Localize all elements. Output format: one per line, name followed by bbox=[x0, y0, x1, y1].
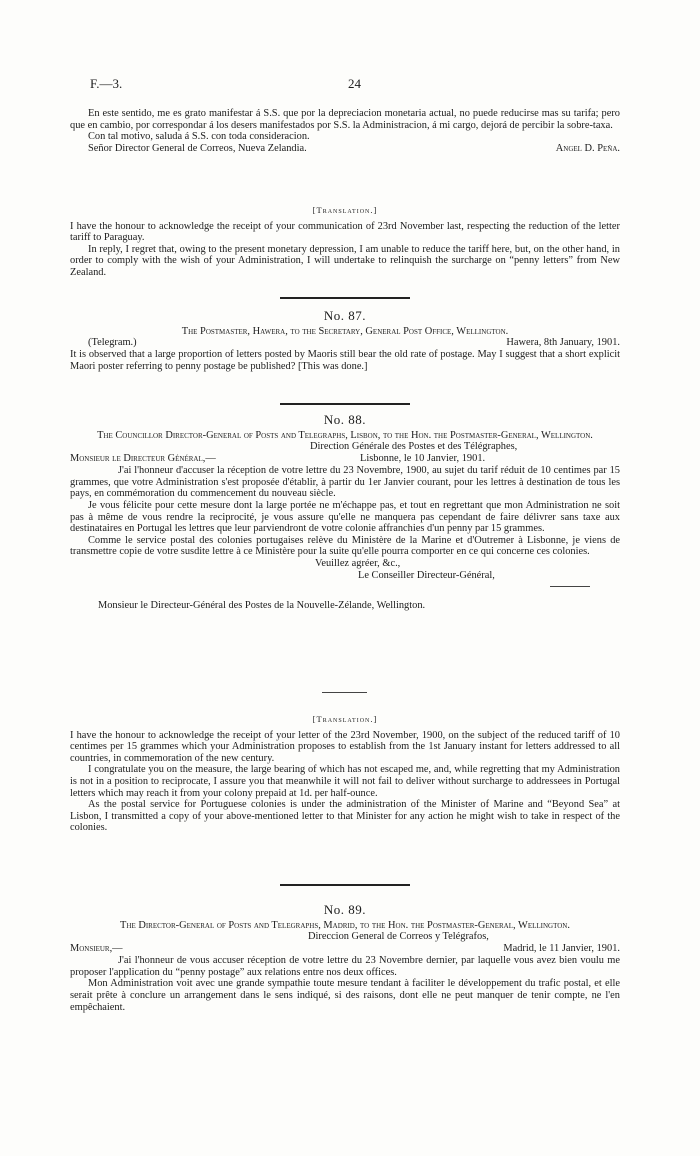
translation-2-para-1: I have the honour to acknowledge the receipt of your letter of the 23rd November, 1900, on the subject of the reduced tariff of 10 centimes per 15 grammes which your Administration proposes to establish from the 1st January instant for letters addressed to all countries, in commemoration of the new century. bbox=[70, 729, 620, 764]
divider bbox=[322, 692, 367, 693]
place-date: Madrid, le 11 Janvier, 1901. bbox=[503, 943, 620, 955]
translation-label: [Translation.] bbox=[312, 714, 378, 724]
translation-2 bbox=[70, 714, 620, 834]
section-rule bbox=[280, 297, 410, 299]
place-date: Lisbonne, le 10 Janvier, 1901. bbox=[360, 453, 486, 465]
translation-2-para-2: I congratulate you on the measure, the large bearing of which has not escaped me, and, while regretting that my Administration is not in a position to reciprocate, I assure you that meanwhile it will not fail to deliver without surcharge to addressees in Portugal letters which may reach it from your colony prepaid at 1d. per half-ounce. bbox=[70, 764, 620, 799]
spanish-addressee: Señor Director General de Correos, Nueva Zelandia. bbox=[88, 142, 307, 154]
translation-1 bbox=[70, 205, 620, 279]
french-para-3: Comme le service postal des colonies portugaises relève du Ministère de la Marine et d'Outremer à Lisbonne, je viens de transmettre copie de votre susdite lettre à ce Ministère pour la suite qu'elle pourra comporter en ce qui concerne ces colonies. bbox=[70, 534, 620, 558]
madrid-para-2: Mon Administration voit avec une grande sympathie toute mesure tendant à faciliter le développement du trafic postal, et elle serait prête à conclure un arrangement dans le sens indiqué, si des raisons, dont elle ne peut manquer de tenir compte, ne l'en empêchaient. bbox=[70, 978, 620, 1013]
madrid-para-1: J'ai l'honneur de vous accuser réception de votre lettre du 23 Novembre dernier, par laquelle vous avez bien voulu me proposer l'application du “penny postage” aux relations entre nos deux offices. bbox=[70, 955, 620, 978]
signature-line bbox=[550, 586, 590, 587]
french-para-1: J'ai l'honneur d'accuser la réception de votre lettre du 23 Novembre, 1900, au sujet du tarif réduit de 10 centimes par 15 grammes, que votre Administration s'est proposée d'établir, à partir du 1er Janvier courant, pour les lettres à destination de tous les pays, en commémoration du commencement du nouveau siècle. bbox=[70, 465, 620, 500]
translation-1-para-2: In reply, I regret that, owing to the present monetary depression, I am unable to reduce the tariff here, but, on the other hand, in order to comply with the wish of your Administration, I will undertake to relinquish the surcharge on “penny letters” from New Zealand. bbox=[70, 243, 620, 278]
translation-label: [Translation.] bbox=[312, 205, 378, 215]
spanish-para-2: Con tal motivo, saluda á S.S. con toda consideracion. bbox=[88, 131, 310, 143]
spanish-signature: Angel D. Peña. bbox=[555, 142, 620, 154]
office-name: Direccion General de Correos y Telégrafos, bbox=[308, 931, 489, 943]
section-no-87 bbox=[70, 310, 620, 372]
section-rule bbox=[280, 884, 410, 886]
section-heading: The Postmaster, Hawera, to the Secretary, General Post Office, Wellington. bbox=[181, 325, 509, 337]
spanish-para-1: En este sentido, me es grato manifestar á S.S. que por la depreciacion monetaria actual, no puede reducirse mas su tarifa; pero que en cambio, por correspondar á los desers manifestados por S.S. la Administracion, á mi cargo, dejorá de percibir la sobre-taxa. bbox=[70, 108, 620, 131]
spanish-reply bbox=[70, 108, 620, 155]
translation-2-para-3: As the postal service for Portuguese colonies is under the administration of the Minister of Marine and “Beyond Sea” at Lisbon, I transmitted a copy of your above-mentioned letter to that Minister for any action he might wish to take in respect of the colonies. bbox=[70, 799, 620, 834]
section-heading: The Director-General of Posts and Telegraphs, Madrid, to the Hon. the Postmaster-General, Wellington. bbox=[120, 919, 570, 931]
place-date: Hawera, 8th January, 1901. bbox=[506, 337, 620, 349]
section-number: No. 88. bbox=[323, 412, 367, 427]
addressee: Monsieur le Directeur-Général des Postes de la Nouvelle-Zélande, Wellington. bbox=[98, 599, 426, 611]
closing: Veuillez agréer, &c., bbox=[315, 557, 401, 569]
section-number: No. 89. bbox=[323, 902, 367, 917]
document-reference: F.—3. bbox=[90, 76, 123, 91]
signature-title: Le Conseiller Directeur-Général, bbox=[358, 569, 495, 581]
section-number: No. 87. bbox=[323, 308, 367, 323]
section-no-89 bbox=[70, 904, 620, 1013]
salutation: Monsieur,— bbox=[70, 943, 123, 955]
salutation: Monsieur le Directeur Général,— bbox=[70, 453, 216, 465]
section-no-88 bbox=[70, 414, 620, 614]
page-number: 24 bbox=[348, 76, 361, 91]
telegram-body: It is observed that a large proportion of letters posted by Maoris still bear the old rate of postage. May I suggest that a short explicit Maori poster referring to penny postage be published? [This was done.] bbox=[70, 349, 620, 372]
translation-1-para-1: I have the honour to acknowledge the receipt of your communication of 23rd November last, respecting the reduction of the letter tariff to Paraguay. bbox=[70, 220, 620, 244]
french-para-2: Je vous félicite pour cette mesure dont la large portée ne m'échappe pas, et tout en regrettant que mon Administration ne soit pas à même de vous rendre la reciprocité, je vous assure qu'elle ne manquera pas cependant de faire délivrer sans taxe aux destinataires en Portugal les lettres que leur parviendront de votre colonie affranchies d'un penny par 15 grammes. bbox=[70, 499, 620, 535]
section-rule bbox=[280, 403, 410, 405]
office-name: Direction Générale des Postes et des Télégraphes, bbox=[310, 441, 518, 453]
telegram-label: (Telegram.) bbox=[88, 337, 137, 349]
section-heading: The Councillor Director-General of Posts and Telegraphs, Lisbon, to the Hon. the Postmaster-General, Wellington. bbox=[97, 429, 593, 441]
